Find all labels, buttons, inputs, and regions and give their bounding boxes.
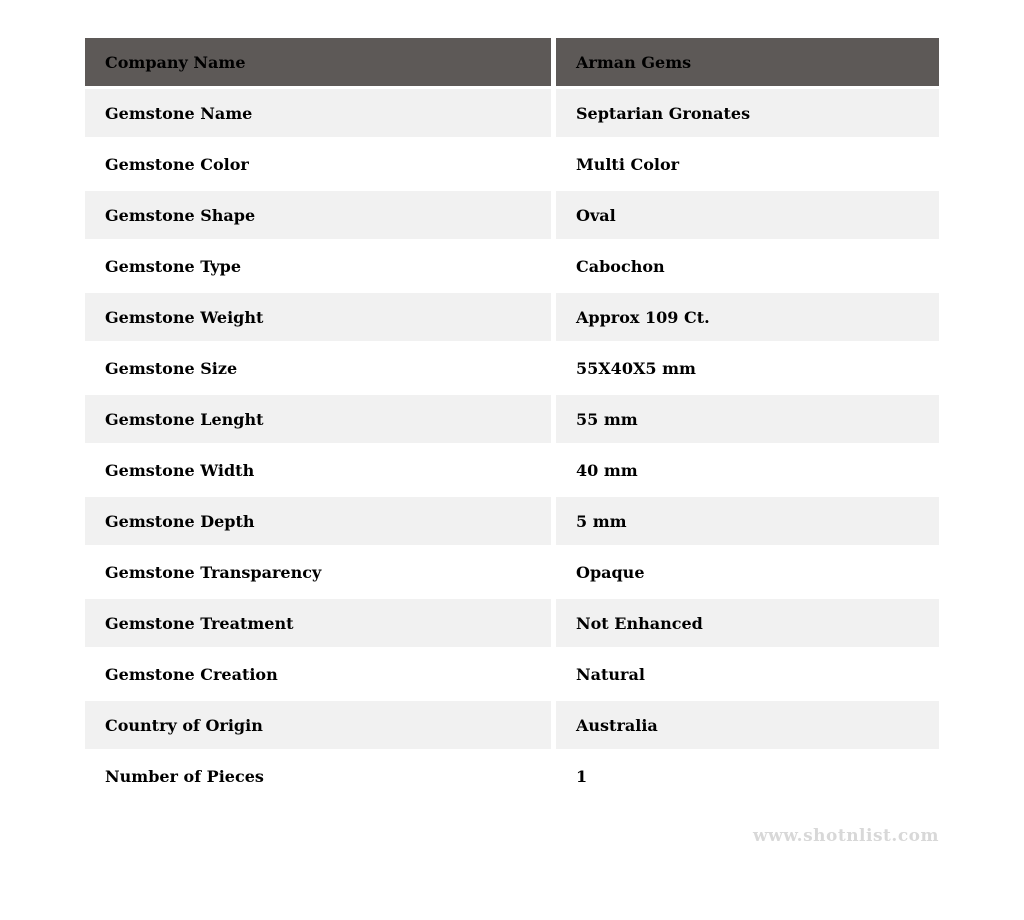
header-value-cell: [556, 38, 939, 86]
spec-value: Cabochon: [576, 256, 665, 276]
watermark-text: www.shotnlist.com: [752, 826, 939, 846]
table-row: [85, 446, 939, 494]
spec-value: Septarian Gronates: [576, 103, 751, 123]
spec-label-cell: [85, 140, 551, 188]
header-label: Company Name: [105, 52, 246, 72]
spec-label: Gemstone Color: [105, 154, 249, 174]
spec-value-cell: [556, 497, 939, 545]
table-row: [85, 497, 939, 545]
spec-value-cell: [556, 548, 939, 596]
spec-label: Gemstone Treatment: [105, 613, 294, 633]
spec-label-cell: [85, 497, 551, 545]
spec-value-cell: [556, 395, 939, 443]
spec-value: 1: [576, 766, 588, 786]
spec-value: Multi Color: [576, 154, 680, 174]
spec-label: Gemstone Name: [105, 103, 253, 123]
spec-label: Gemstone Type: [105, 256, 242, 276]
header-value: Arman Gems: [576, 52, 692, 72]
spec-value-cell: [556, 446, 939, 494]
header-label-cell: [85, 38, 551, 86]
table-row: [85, 701, 939, 749]
spec-label: Number of Pieces: [105, 766, 264, 786]
spec-label-cell: [85, 446, 551, 494]
spec-label-cell: [85, 242, 551, 290]
spec-value-cell: [556, 89, 939, 137]
spec-value-cell: [556, 650, 939, 698]
spec-label-cell: [85, 701, 551, 749]
spec-label-cell: [85, 293, 551, 341]
table-row: [85, 191, 939, 239]
table-row: [85, 140, 939, 188]
spec-value-cell: [556, 701, 939, 749]
table-row: [85, 752, 939, 800]
spec-label-cell: [85, 191, 551, 239]
spec-value-cell: [556, 344, 939, 392]
spec-value-cell: [556, 293, 939, 341]
table-row: [85, 242, 939, 290]
spec-value: Approx 109 Ct.: [576, 307, 710, 327]
gemstone-spec-table: [85, 38, 939, 800]
spec-label-cell: [85, 548, 551, 596]
spec-value: Australia: [576, 715, 658, 735]
table-row: [85, 293, 939, 341]
table-row: [85, 548, 939, 596]
table-row: [85, 599, 939, 647]
spec-value: Natural: [576, 664, 645, 684]
spec-label: Gemstone Shape: [105, 205, 256, 225]
spec-label: Country of Origin: [105, 715, 263, 735]
spec-value-cell: [556, 599, 939, 647]
spec-label: Gemstone Weight: [105, 307, 264, 327]
table-row: [85, 89, 939, 137]
spec-label: Gemstone Creation: [105, 664, 278, 684]
spec-label: Gemstone Lenght: [105, 409, 264, 429]
spec-label-cell: [85, 395, 551, 443]
spec-value-cell: [556, 242, 939, 290]
spec-value: 40 mm: [576, 460, 638, 480]
spec-value: Oval: [576, 205, 616, 225]
spec-label: Gemstone Depth: [105, 511, 255, 531]
spec-value: 5 mm: [576, 511, 627, 531]
table-row: [85, 344, 939, 392]
spec-label: Gemstone Width: [105, 460, 255, 480]
spec-label-cell: [85, 752, 551, 800]
spec-value-cell: [556, 752, 939, 800]
spec-label-cell: [85, 599, 551, 647]
table-row: [85, 395, 939, 443]
table-header-row: [85, 38, 939, 86]
spec-value: 55 mm: [576, 409, 638, 429]
table-row: [85, 650, 939, 698]
spec-value: Opaque: [576, 562, 645, 582]
spec-value-cell: [556, 140, 939, 188]
spec-label-cell: [85, 89, 551, 137]
spec-label-cell: [85, 344, 551, 392]
spec-value-cell: [556, 191, 939, 239]
spec-label: Gemstone Transparency: [105, 562, 322, 582]
spec-value: 55X40X5 mm: [576, 358, 696, 378]
spec-label: Gemstone Size: [105, 358, 238, 378]
spec-label-cell: [85, 650, 551, 698]
spec-value: Not Enhanced: [576, 613, 703, 633]
